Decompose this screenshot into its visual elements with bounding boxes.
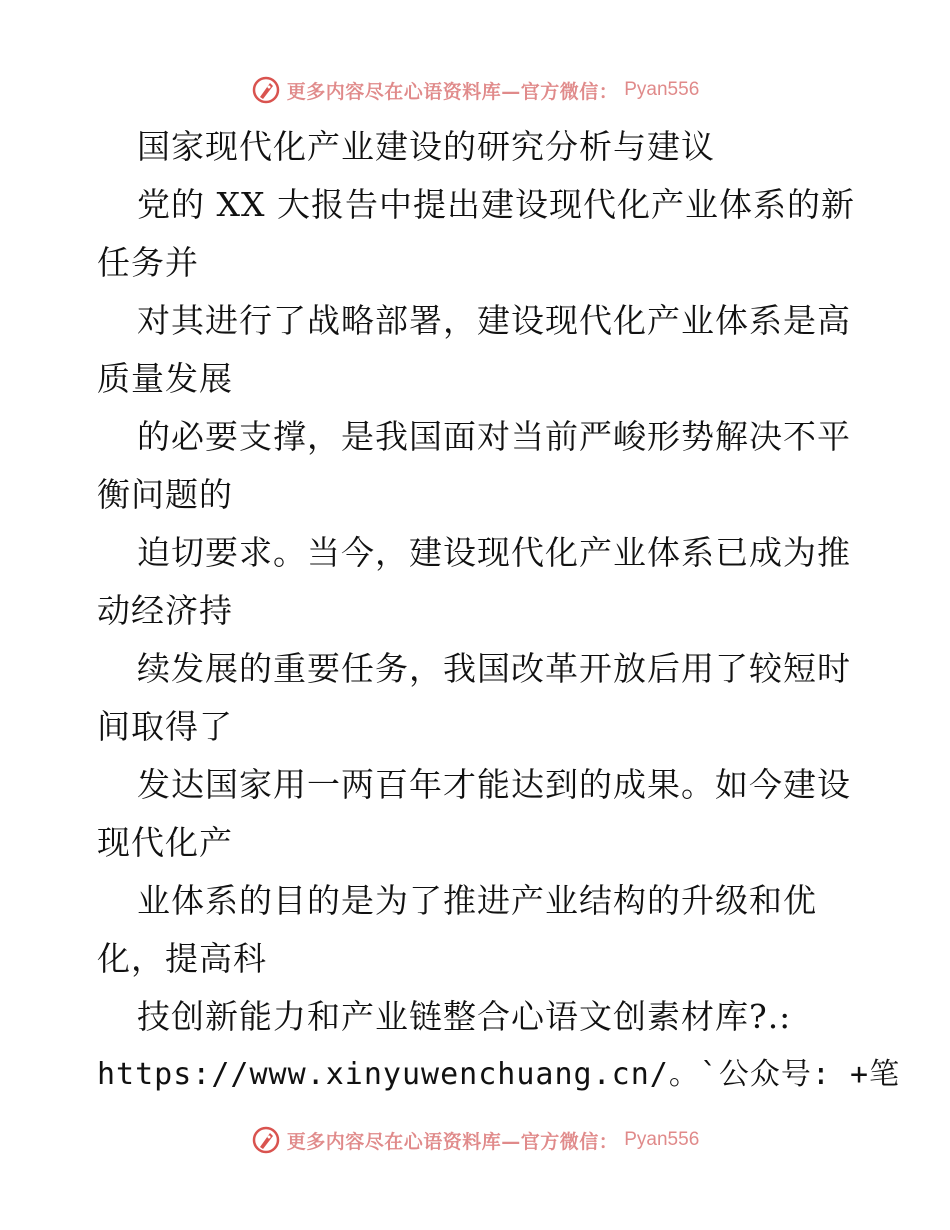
paragraph-line: 化，提高科 <box>97 939 267 978</box>
paragraph-line: 业体系的目的是为了推进产业结构的升级和优 <box>137 881 817 920</box>
paragraph-line: 间取得了 <box>97 707 233 746</box>
watermark-wechat-id: Pyan556 <box>624 1129 700 1150</box>
paragraph-line: 对其进行了战略部署，建设现代化产业体系是高 <box>137 301 851 340</box>
paragraph-line: 动经济持 <box>97 591 233 630</box>
document-title: 国家现代化产业建设的研究分析与建议 <box>137 127 715 166</box>
watermark-wechat-id: Pyan556 <box>624 79 700 100</box>
header-watermark <box>0 70 950 110</box>
watermark-text: 更多内容尽在心语资料库—官方微信： <box>286 1130 619 1153</box>
pen-nib-logo-icon <box>251 75 281 105</box>
paragraph-line: 迫切要求。当今，建设现代化产业体系已成为推 <box>137 533 851 572</box>
paragraph-line: 任务并 <box>97 243 199 282</box>
paragraph-line: 续发展的重要任务，我国改革开放后用了较短时 <box>137 649 851 688</box>
paragraph-line: 技创新能力和产业链整合心语文创素材库?.: <box>137 997 792 1036</box>
pen-nib-logo-icon <box>251 1125 281 1155</box>
paragraph-line: 质量发展 <box>97 359 233 398</box>
paragraph-line: 现代化产 <box>97 823 233 862</box>
paragraph-line: 发达国家用一两百年才能达到的成果。如今建设 <box>137 765 851 804</box>
paragraph-line: 的必要支撑，是我国面对当前严峻形势解决不平 <box>137 417 851 456</box>
paragraph-line: 衡问题的 <box>97 475 233 514</box>
paragraph-line: 党的 XX 大报告中提出建设现代化产业体系的新 <box>137 185 855 224</box>
watermark-text: 更多内容尽在心语资料库—官方微信： <box>286 80 619 103</box>
url-line: https://www.xinyuwenchuang.cn/。`公众号: +笔 <box>97 1057 901 1092</box>
footer-watermark <box>0 1120 950 1160</box>
document-body <box>97 118 901 1104</box>
